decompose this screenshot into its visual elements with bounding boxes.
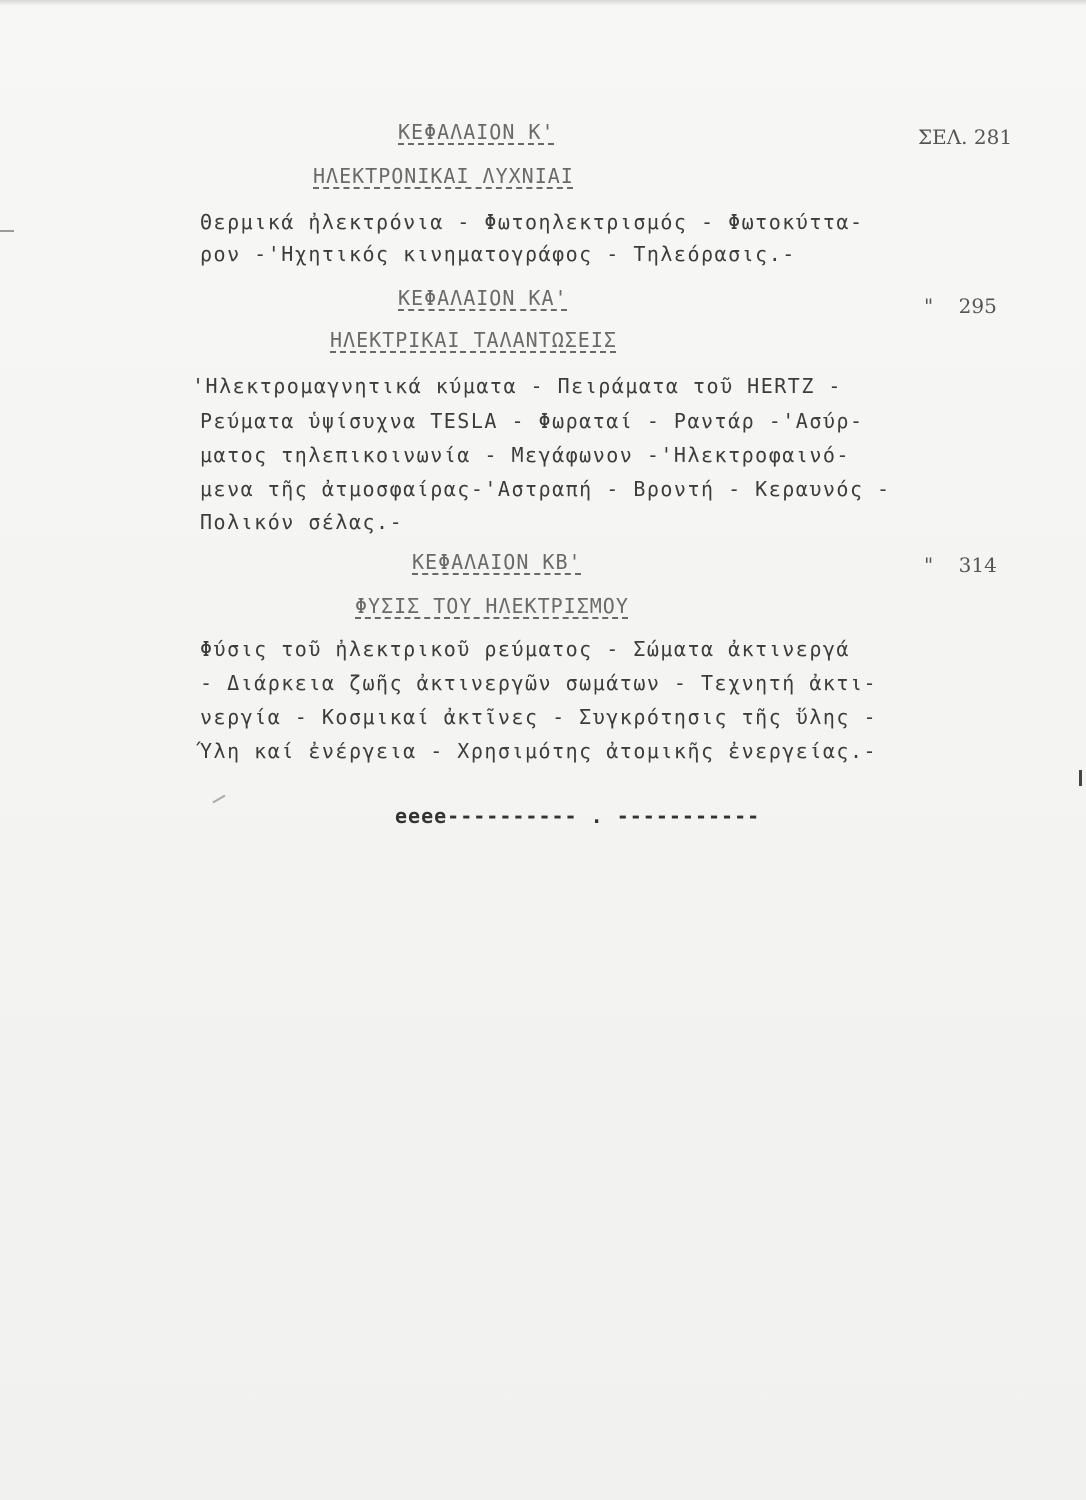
chapter-text-line: ρον -'Ηχητικός κινηματογράφος - Τηλεόρασις.- bbox=[200, 242, 796, 266]
chapter-text-line: 'Ηλεκτρομαγνητικά κύματα - Πειράματα τοῦ HERTZ - bbox=[192, 374, 842, 398]
page-top-edge bbox=[0, 0, 1086, 6]
chapter-text-line: Θερμικά ἠλεκτρόνια - Φωτοηλεκτρισμός - Φωτοκύττα- bbox=[200, 210, 864, 234]
chapter-heading: ΚΕΦΑΛΑΙΟΝ ΚΑ' bbox=[398, 286, 568, 310]
chapter-subtitle: ΗΛΕΚΤΡΟΝΙΚΑΙ ΛΥΧΝΙΑΙ bbox=[313, 164, 574, 188]
chapter-text-line: ματος τηλεπικοινωνία - Μεγάφωνον -'Ηλεκτροφαινό- bbox=[200, 443, 850, 467]
end-rule: eeee---------- . ----------- bbox=[395, 804, 761, 828]
chapter-page-ref: ΣΕΛ. 281 bbox=[918, 125, 1013, 149]
chapter-heading: ΚΕΦΑΛΑΙΟΝ Κ' bbox=[398, 120, 555, 144]
chapter-heading: ΚΕΦΑΛΑΙΟΝ ΚΒ' bbox=[412, 550, 582, 574]
margin-tick-mark bbox=[0, 230, 14, 232]
chapter-text-line: - Διάρκεια ζωῆς ἀκτινεργῶν σωμάτων - Τεχνητή ἀκτι- bbox=[200, 671, 878, 695]
chapter-text-line: νεργία - Κοσμικαί ἀκτῖνες - Συγκρότησις τῆς ὕλης - bbox=[200, 705, 878, 729]
chapter-page-ref: " 295 bbox=[924, 294, 997, 318]
chapter-page-ref: " 314 bbox=[924, 553, 997, 577]
chapter-subtitle: ΦΥΣΙΣ ΤΟΥ ΗΛΕΚΤΡΙΣΜΟΥ bbox=[355, 594, 629, 618]
chapter-text-line: Φύσις τοῦ ἠλεκτρικοῦ ρεύματος - Σώματα ἀκτινεργά bbox=[200, 637, 850, 661]
chapter-subtitle: ΗΛΕΚΤΡΙΚΑΙ ΤΑΛΑΝΤΩΣΕΙΣ bbox=[330, 328, 617, 352]
chapter-text-line: Πολικόν σέλας.- bbox=[200, 510, 404, 534]
chapter-text-line: Ύλη καί ἐνέργεια - Χρησιμότης ἀτομικῆς ἐνεργείας.- bbox=[200, 739, 878, 763]
chapter-text-line: μενα τῆς ἀτμοσφαίρας-'Αστραπή - Βροντή - Κεραυνός - bbox=[200, 477, 891, 501]
stray-pen-mark bbox=[212, 795, 225, 804]
chapter-text-line: Ρεύματα ὑψίσυχνα TESLA - Φωραταί - Ραντάρ -'Ασύρ- bbox=[200, 409, 864, 433]
margin-right-mark bbox=[1079, 770, 1082, 786]
